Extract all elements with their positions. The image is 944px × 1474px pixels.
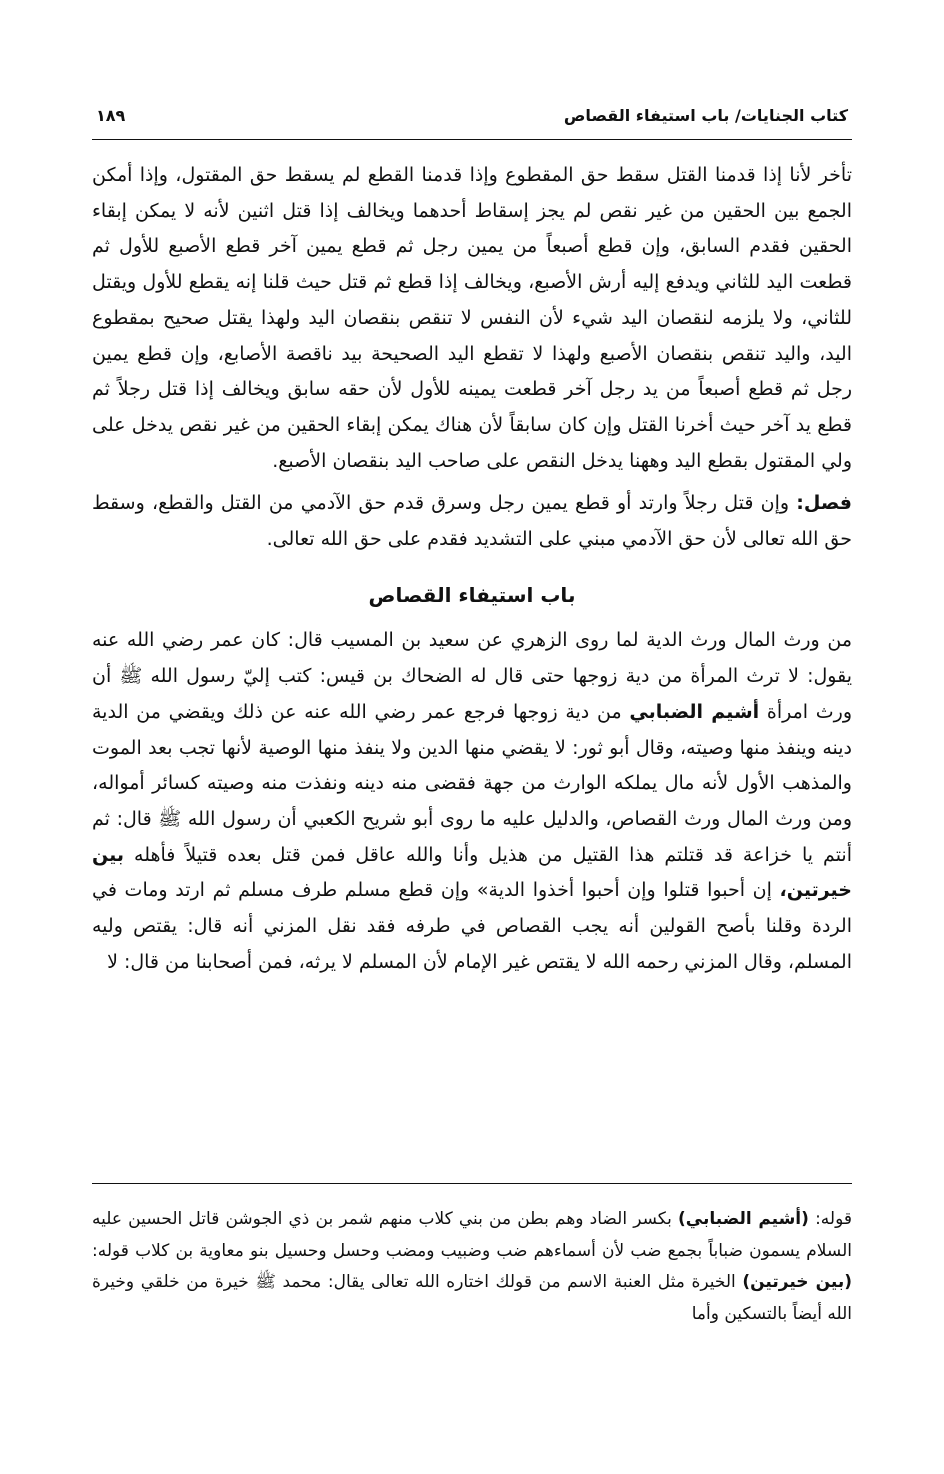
footnote-part-c: الخيرة مثل العنبة الاسم من قولك اختاره الله تعالى يقال: محمد ﷺ خيرة من خلقي وخيرة الله أيضاً بالتسكين وأما xyxy=(92,1272,852,1324)
header-rule xyxy=(92,139,852,140)
footnote-term-2: (بين خيرتين) xyxy=(742,1272,853,1292)
paragraph-3-part-a: من ورث المال ورث الدية لما روى الزهري عن سعيد بن المسيب قال: كان عمر رضي الله عنه يقول: لا ترث المرأة من دية زوجها حتى قال له الضحاك بن قيس: كتب إليّ رسول الله ﷺ أن ورث امرأة xyxy=(92,629,853,723)
name-ashyam: أشيم الضبابي xyxy=(629,700,760,723)
main-text xyxy=(92,158,852,980)
fasl-label: فصل: xyxy=(796,492,852,515)
paragraph-3 xyxy=(92,623,852,980)
paragraph-3-part-b: من دية زوجها فرجع عمر رضي الله عنه عن ذلك ويقضي من الدية دينه وينفذ منها وصيته، وقال أبو ثور: لا يقضي منها الدين ولا ينفذ منها الوصية لأنها تجب بعد الموت والمذهب الأول لأنه مال يملكه الوارث من جهة فقضى منه دينه ونفذت منه وصيته كسائر أمواله، ومن ورث المال ورث القصاص، والدليل عليه ما روى أبو شريح الكعبي أن رسول الله ﷺ قال: ثم أنتم يا خزاعة قد قتلتم هذا القتيل من هذيل وأنا والله عاقل فمن قتل بعده قتيلاً فأهله xyxy=(92,700,852,866)
footnote-part-b: بكسر الضاد وهم بطن من بني كلاب منهم شمر بن ذي الجوشن قاتل الحسين عليه السلام يسمون ضباباً بجمع ضب لأن أسماءهم ضب وضبيب ومضب وحسل وحسيل بنو معاوية بن كلاب قوله: xyxy=(92,1209,852,1261)
page-number: ١٨٩ xyxy=(96,106,126,125)
footnote-intro: قوله: xyxy=(815,1209,852,1229)
footnote xyxy=(92,1204,852,1330)
fasl-paragraph xyxy=(92,486,852,557)
header-title: كتاب الجنايات/ باب استيفاء القصاص xyxy=(563,106,848,125)
fasl-text: وإن قتل رجلاً وارتد أو قطع يمين رجل وسرق قدم حق الآدمي من القتل والقطع، وسقط حق الله تعالى لأن حق الآدمي مبني على التشديد فقدم على حق الله تعالى. xyxy=(92,492,852,551)
footnote-term-1: (أشيم الضبابي) xyxy=(678,1209,809,1229)
running-header xyxy=(96,106,848,125)
term-bayna-khiratayn: بين خيرتين، xyxy=(92,843,852,902)
paragraph-3-part-c: إن أحبوا قتلوا وإن أحبوا أخذوا الدية» وإن قطع مسلم طرف مسلم ثم ارتد ومات في الردة وقلنا بأصح القولين أنه يجب القصاص في طرفه فقد نقل المزني أنه قال: يقتص وليه المسلم، وقال المزني رحمه الله لا يقتص غير الإمام لأن المسلم لا يرثه، فمن أصحابنا من قال: لا xyxy=(92,879,852,973)
paragraph-1: تأخر لأنا إذا قدمنا القتل سقط حق المقطوع وإذا قدمنا القطع لم يسقط حق المقتول، وإذا أمكن الجمع بين الحقين من غير نقص لم يجز إسقاط أحدهما ويخالف إذا قتل اثنين لأنه لا يمكن إبقاء الحقين فقدم السابق، وإن قطع أصبعاً من يمين رجل ثم قطع يمين آخر قطع الأصبع للأول ثم قطعت اليد للثاني ويدفع إليه أرش الأصبع، ويخالف إذا قطع ثم قتل حيث قلنا إنه يقطع للأول ويقتل للثاني، ولا يلزمه لنقصان اليد شيء لأن النفس لا تنقص بنقصان اليد ولهذا يقتل صحيح بمقطوع اليد، واليد تنقص بنقصان الأصبع ولهذا لا تقطع اليد الصحيحة بيد ناقصة الأصابع، وإن قطع يمين رجل ثم قطع أصبعاً من يد رجل آخر قطعت يمينه للأول لأن حقه سابق ويخالف إذا قتل رجلاً ثم قطع يد آخر حيث أخرنا القتل وإن كان سابقاً لأن هناك يمكن إبقاء الحقين من غير نقص يدخل على ولي المقتول بقطع اليد وههنا يدخل النقص على صاحب اليد بنقصان الأصبع. xyxy=(92,164,852,472)
section-heading: باب استيفاء القصاص xyxy=(368,582,576,607)
footnote-rule xyxy=(92,1183,852,1184)
